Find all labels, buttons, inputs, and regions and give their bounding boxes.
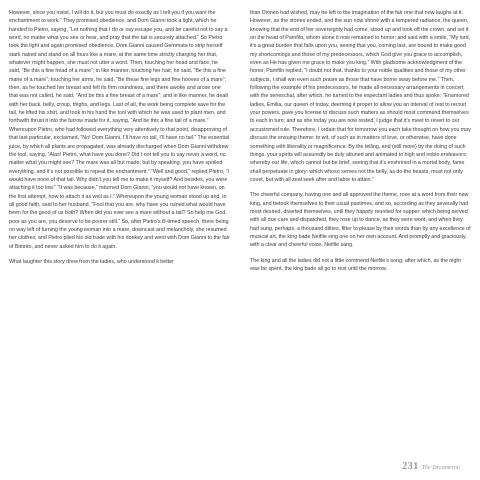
paragraph: The king and all the ladies did not a little commend Neifile’s song; after which, as the night was far spent, the king bade all go to rest until the morrow. xyxy=(250,257,461,272)
running-title: The Decameron xyxy=(421,465,460,471)
paragraph: What laughter this story drew from the ladies, who understood it better xyxy=(9,258,174,265)
paragraph: However, since you insist, I will do it, but you must do exactly as I tell you if you want the enchantment to work.” They promised obedience, and Dom Gianni took a light, which he handed to Pietro, saying, “Let nothing that I do or say escape you, and be careful not to say a word, no matter what you see or hear, and pray that the tail is securely attached.” So Pietro took the light and again promised obedience. Dom Gianni caused Gemmata to strip herself stark naked and stand on all fours like a mare, at the same time strictly charging her that, whatever might happen, she must not utter a word. Then, touching her head and face, he said, “Be this a fine head of a mare”; in like manner, touching her hair, he said, “Be this a fine mane of a mare”; touching her arms, he said, “Be these fine legs and fine hooves of a mare”; then, as he touched her breast and felt its firm roundness, and there awoke and arose one that was not called, he said, “And be this a fine breast of a mare”; and in like manner, he dealt with her back, belly, croup, thighs, and legs. Last of all, the work being complete save for the tail, he lifted his shirt, and took in his hand the tool with which he was used to plant men, and forthwith thrust it into the furrow made for it, saying, “And be this a fine tail of a mare.” Whereupon Pietro, who had followed everything very attentively to that point, disapproving of that last particular, exclaimed, “No! Dom Gianni, I’ll have no tail, I’ll have no tail.” The essential juice, by which all plants are propagated, was already discharged when Dom Gianni withdrew the tool, saying, “Alas! Pietro, what have you done? Did I not tell you to say never a word, no matter what you might see? The mare was all but made; but by speaking, you have spoiled everything, and it’s not possible to repeat the enchantment.” “Well and good,” replied Pietro, “I would have none of that tail. Why didn’t you tell me to make it myself? And besides, you were attaching it too low.” “It was because,” returned Dom Gianni, “you would not have known, on the first attempt, how to attach it as well as I.” Whereupon the young woman stood up and, in all good faith, said to her husband, “Fool that you are, why have you ruined what would have been for the good of us both? When did you ever see a mare without a tail? So help me God, poor as you are, you deserve to be poorer still.” So, after Pietro’s ill-timed speech, there being no way left of turning the young woman into a mare, downcast and melancholy, she resumed her clothes; and Pietro plied his old trade with his donkey and went with Dom Gianni to the fair of Bitonto, and never asked him to do it again. xyxy=(9,10,230,250)
page-number: 231 xyxy=(402,461,419,472)
paragraph: The cheerful company, having one and all approved the theme, rose at a word from their new king, and betook themselves to their usual pastimes, and so, according as they severally had most desired, diverted themselves, until they happily reunited for supper: which being served with all due care and dispatched, they rose up to dance, as they were wont, and when they had sung, perhaps, a thousand ditties, fitter to please by their words than by any excellence of musical art, the king bade Neifile sing one on her own account. And promptly and graciously, with a clear and cheerful voice, Neifile sang. xyxy=(250,192,471,249)
page-footer xyxy=(402,461,460,472)
right-column xyxy=(250,9,471,280)
left-column xyxy=(9,9,230,273)
paragraph: than Dioneo had wished, may be left to the imagination of the fair one that now laughs at it. However, as the stories ended, and the sun now shone with a tempered radiance, the queen, knowing that the end of her sovereignty had come, stood up and took off the crown, and set it on the head of Pamfilo, whom alone it now remained to honor; and said with a smile, “My lord, it’s a great burden that falls upon you, seeing that you, coming last, are bound to make good my shortcomings and those of my predecessors, which God give you grace to accomplish, even as He has given me grace to make you king.” With gladsome acknowledgment of the honor, Pamfilo replied, “I doubt not that, thanks to your noble qualities and those of my other subjects, I shall win even such praise as those that have borne sway before me.” Then, following the example of his predecessors, he made all necessary arrangements in concert with the seneschal, after which, he turned to the expectant ladies and thus spoke: “Enamored ladies, Emilia, our queen of today, deeming it proper to allow you an interval of rest to recruit your powers, gave you license to discuss such matters as should most commend themselves to each in turn; and as she today you are now rested, I judge that it’s meet to revert to our accustomed rule. Therefore, I ordain that for tomorrow you each take thought on how you may discuss the ensuing theme: to wit, of such as in matters of love, or otherwise, have done something with liberality or magnificence. By the telling, and (still more) by the doing of such things, your spirits will assuredly be duly attuned and animated to high and noble endeavors; whereby our life, which cannot but be brief, seeing that it’s enshrined in a mortal body, fame shall perpetuate in glory: which whoso serves not the belly, as do the beasts, must not only covet, but with all zeal seek after and labor to attain.” xyxy=(250,10,471,183)
